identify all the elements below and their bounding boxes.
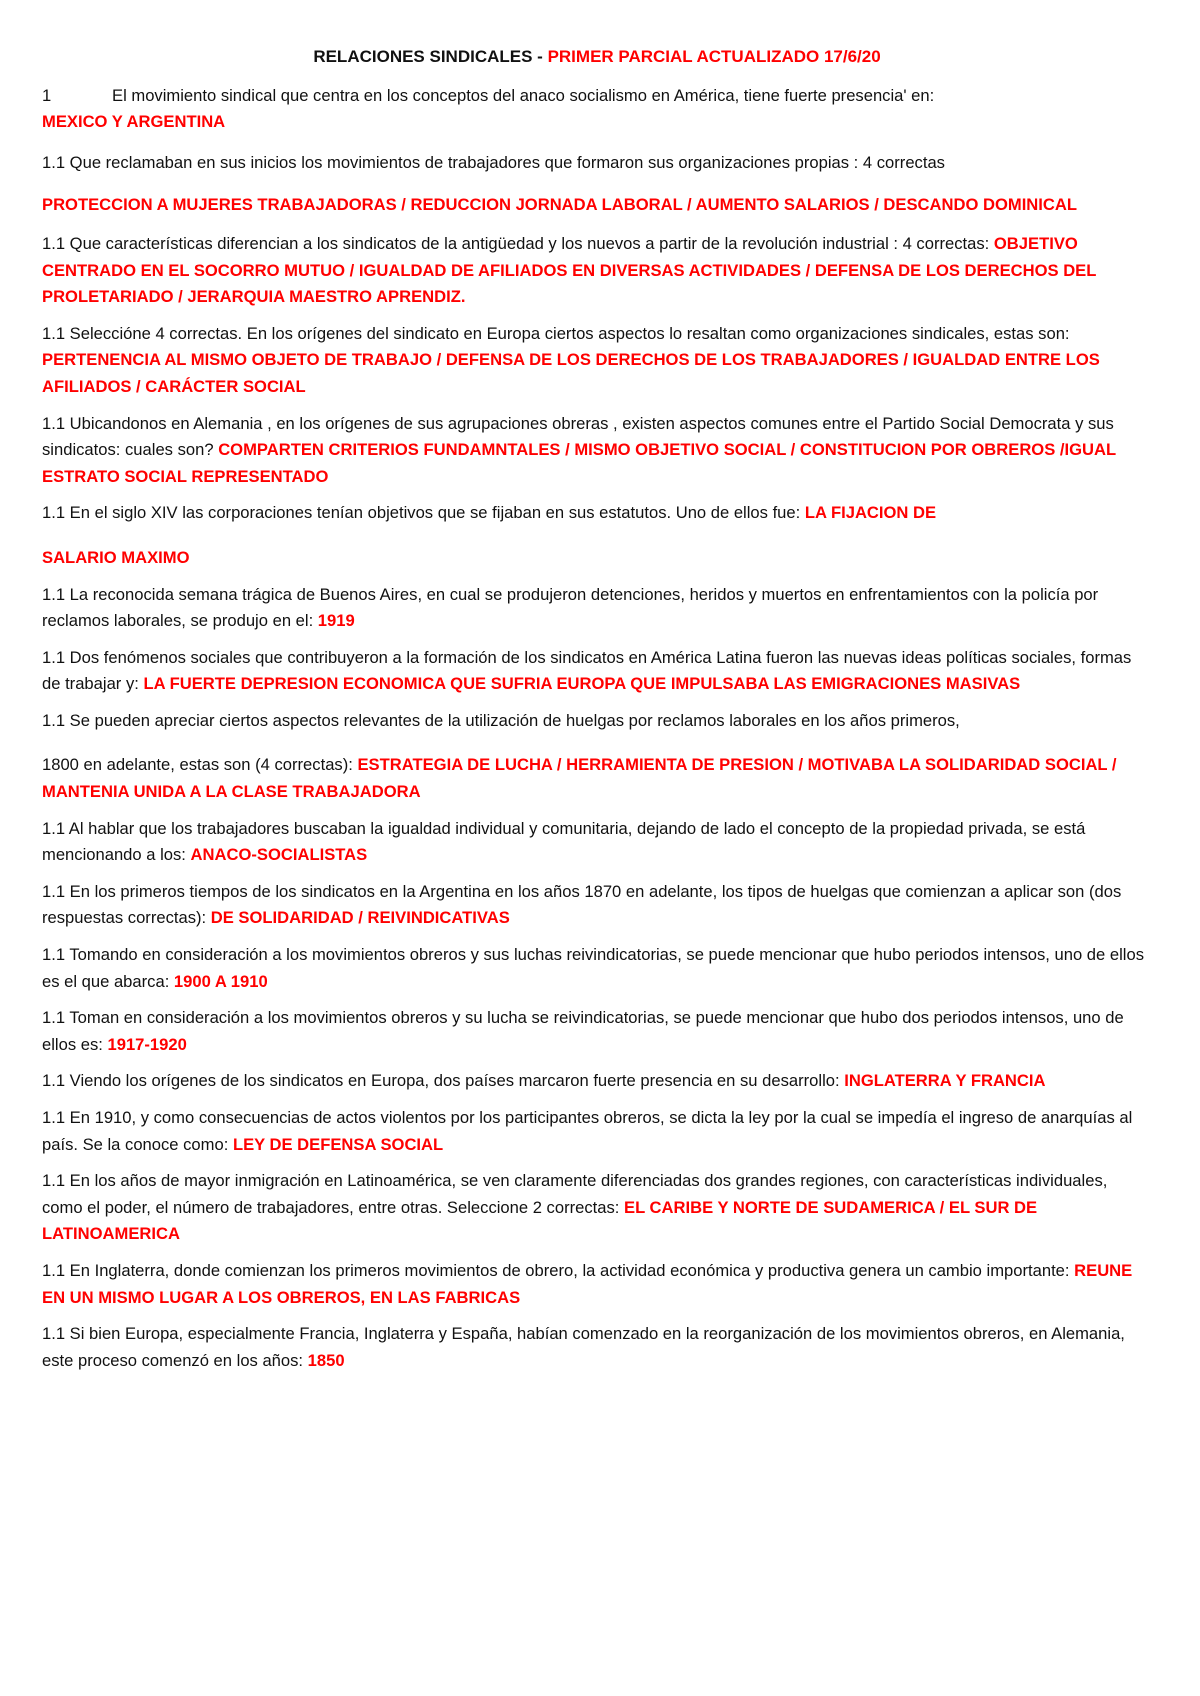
answer-text: ESTRATEGIA DE LUCHA / HERRAMIENTA DE PRESION / MOTIVABA LA SOLIDARIDAD SOCIAL / MANTENIA UNIDA A LA CLASE TRABAJADORA (42, 755, 1117, 802)
question-text: 1.1 Viendo los orígenes de los sindicatos en Europa, dos países marcaron fuerte presencia en su desarrollo: (42, 1071, 845, 1091)
question-text: 1.1 En el siglo XIV las corporaciones tenían objetivos que se fijaban en sus estatutos. Uno de ellos fue: (42, 503, 805, 523)
answer-text: PROTECCION A MUJERES TRABAJADORAS / REDUCCION JORNADA LABORAL / AUMENTO SALARIOS / DESCANDO DOMINICAL (42, 195, 1078, 215)
question-item (42, 582, 1152, 635)
question-1 (42, 83, 1152, 110)
question-text: 1.1 En los primeros tiempos de los sindicatos en la Argentina en los años 1870 en adelante, los tipos de huelgas que comienzan a aplicar son (dos respuestas correctas): (42, 881, 1122, 928)
answer-text: PERTENENCIA AL MISMO OBJETO DE TRABAJO / DEFENSA DE LOS DERECHOS DE LOS TRABAJADORES / IGUALDAD ENTRE LOS AFILIADOS / CARÁCTER SOCIAL (42, 350, 1100, 396)
question-item (42, 321, 1152, 401)
question-text: 1.1 Que reclamaban en sus inicios los movimientos de trabajadores que formaron sus organizaciones propias : 4 correctas (42, 152, 945, 172)
title-highlight: PRIMER PARCIAL ACTUALIZADO 17/6/20 (547, 47, 881, 66)
question-text: 1.1 Ubicandonos en Alemania , en los orígenes de sus agrupaciones obreras , existen aspectos comunes entre el Partido Social Democrata y sus sindicatos: cuales son? (42, 413, 1114, 460)
question-item (42, 752, 1152, 805)
answer-text: LA FIJACION DE (804, 503, 937, 523)
question-item (42, 231, 1152, 311)
question-text: 1.1 En Inglaterra, donde comienzan los primeros movimientos de obrero, la actividad económica y productiva genera un cambio importante: (42, 1260, 1075, 1280)
question-text: 1.1 Que características diferencian a los sindicatos de la antigüedad y los nuevos a partir de la revolución industrial : 4 correctas: (42, 233, 994, 253)
answer-text: OBJETIVO CENTRADO EN EL SOCORRO MUTUO / IGUALDAD DE AFILIADOS EN DIVERSAS ACTIVIDADES / DEFENSA DE LOS DERECHOS DEL PROLETARIADO / JERARQUIA MAESTRO APRENDIZ. (42, 233, 1097, 307)
document-title (42, 44, 1152, 71)
answer-text: REUNE EN UN MISMO LUGAR A LOS OBREROS, EN LAS FABRICAS (42, 1260, 1133, 1307)
question-item (42, 500, 1152, 527)
question-text: 1.1 En 1910, y como consecuencias de actos violentos por los participantes obreros, se dicta la ley por la cual se impedía el ingreso de anarquías al país. Se la conoce como: (42, 1108, 1133, 1154)
question-item (42, 645, 1152, 698)
question-text: 1.1 La reconocida semana trágica de Buenos Aires, en cual se produjeron detenciones, heridos y muertos en enfrentamientos con la policía por reclamos laborales, se produjo en el: (42, 584, 1099, 631)
question-item (42, 1258, 1152, 1311)
answer-text: ANACO-SOCIALISTAS (190, 845, 368, 865)
answer-text: EL CARIBE Y NORTE DE SUDAMERICA / EL SUR DE LATINOAMERICA (42, 1197, 1038, 1244)
answer-text: LEY DE DEFENSA SOCIAL (232, 1134, 444, 1154)
answer-text: 1917-1920 (107, 1034, 187, 1054)
question-text: 1.1 Seleccióne 4 correctas. En los orígenes del sindicato en Europa ciertos aspectos lo resaltan como organizaciones sindicales, estas son: (42, 323, 1070, 343)
question-text: 1.1 Toman en consideración a los movimientos obreros y su lucha se reivindicatorias, se puede mencionar que hubo dos periodos intensos, uno de ellos es: (42, 1008, 1124, 1054)
question-item (42, 942, 1152, 995)
answer-text: COMPARTEN CRITERIOS FUNDAMNTALES / MISMO OBJETIVO SOCIAL / CONSTITUCION POR OBREROS /IGUAL ESTRATO SOCIAL REPRESENTADO (42, 440, 1116, 486)
question-item (42, 1068, 1152, 1095)
question-item (42, 1168, 1152, 1248)
question-text: 1.1 Al hablar que los trabajadores buscaban la igualdad individual y comunitaria, dejando de lado el concepto de la propiedad privada, se está mencionando a los: (42, 818, 1086, 865)
question-text-continuation: 1800 en adelante, estas son (4 correctas): (42, 755, 358, 775)
answer-text: DE SOLIDARIDAD / REIVINDICATIVAS (210, 908, 510, 928)
answer-text: 1900 A 1910 (173, 971, 268, 991)
answer-text: MEXICO Y ARGENTINA (42, 112, 226, 132)
answer-continuation: SALARIO MAXIMO (42, 547, 190, 567)
question-text: 1.1 En los años de mayor inmigración en Latinoamérica, se ven claramente diferenciadas dos grandes regiones, con características individuales, como el poder, el número de trabajadores, entre otras. Seleccione 2 correctas: (42, 1171, 1108, 1217)
question-text: 1.1 Dos fenómenos sociales que contribuyeron a la formación de los sindicatos en América Latina fueron las nuevas ideas políticas sociales, formas de trabajar y: (42, 647, 1132, 694)
question-item (42, 1005, 1152, 1058)
answer-text: LA FUERTE DEPRESION ECONOMICA QUE SUFRIA EUROPA QUE IMPULSABA LAS EMIGRACIONES MASIVAS (143, 674, 1021, 694)
question-text: El movimiento sindical que centra en los conceptos del anaco socialismo en América, tiene fuerte presencia' en: (112, 85, 935, 105)
title-main: RELACIONES SINDICALES - (313, 47, 548, 66)
question-text: 1.1 Se pueden apreciar ciertos aspectos relevantes de la utilización de huelgas por reclamos laborales en los años primeros, (42, 710, 960, 730)
answer-text: 1850 (307, 1350, 345, 1370)
question-item (42, 816, 1152, 869)
question-item (42, 879, 1152, 932)
answer-text: 1919 (317, 611, 355, 631)
question-item (42, 1105, 1152, 1158)
answer-text: INGLATERRA Y FRANCIA (844, 1071, 1046, 1091)
question-number: 1 (42, 85, 52, 105)
question-item (42, 411, 1152, 491)
question-item (42, 1321, 1152, 1374)
question-text: 1.1 Si bien Europa, especialmente Francia, Inglaterra y España, habían comenzado en la reorganización de los movimientos obreros, en Alemania, este proceso comenzó en los años: (42, 1324, 1125, 1370)
question-text: 1.1 Tomando en consideración a los movimientos obreros y sus luchas reivindicatorias, se puede mencionar que hubo periodos intensos, uno de ellos es el que abarca: (42, 945, 1144, 991)
